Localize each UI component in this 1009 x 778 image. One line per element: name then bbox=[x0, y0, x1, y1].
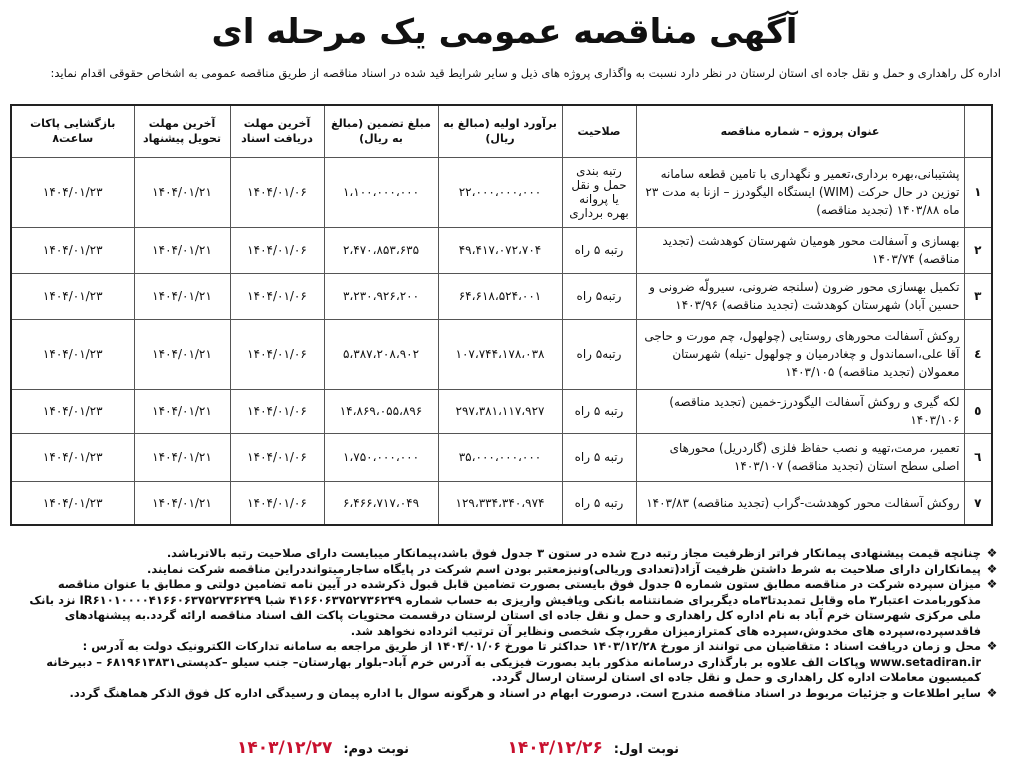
table-row bbox=[11, 481, 992, 525]
opening-date: ۱۴۰۴/۰۱/۲۳ bbox=[11, 433, 134, 481]
table-row bbox=[11, 319, 992, 389]
qualification: رتبه ۵ راه bbox=[562, 389, 636, 433]
guarantee-amount: ۱۴،۸۶۹،۰۵۵،۸۹۶ bbox=[324, 389, 438, 433]
qualification: رتبه۵ راه bbox=[562, 273, 636, 319]
estimate-amount: ۶۴،۶۱۸،۵۲۴،۰۰۱ bbox=[438, 273, 562, 319]
note-item bbox=[14, 562, 999, 578]
deadline-submit: ۱۴۰۴/۰۱/۲۱ bbox=[134, 157, 230, 227]
publication-turns bbox=[0, 738, 1009, 764]
estimate-amount: ۱۲۹،۳۳۴،۳۴۰،۹۷۴ bbox=[438, 481, 562, 525]
project-title: پشتیبانی،بهره برداری،تعمیر و نگهداری با تامین قطعه سامانه توزین در حال حرکت (WIM) ایستگاه الیگودرز – ازنا به مدت ۲۳ ماه ۱۴۰۳/۸۸ (تجدید مناقصه) bbox=[636, 157, 964, 227]
guarantee-amount: ۱،۷۵۰،۰۰۰،۰۰۰ bbox=[324, 433, 438, 481]
header-deadline-docs: آخرین مهلت دریافت اسناد bbox=[230, 105, 324, 157]
row-number: ٤ bbox=[964, 319, 992, 389]
deadline-submit: ۱۴۰۴/۰۱/۲۱ bbox=[134, 481, 230, 525]
notes-list bbox=[14, 546, 999, 701]
guarantee-amount: ۵،۳۸۷،۲۰۸،۹۰۲ bbox=[324, 319, 438, 389]
deadline-docs: ۱۴۰۴/۰۱/۰۶ bbox=[230, 481, 324, 525]
row-number: ٣ bbox=[964, 273, 992, 319]
table-row bbox=[11, 389, 992, 433]
diamond-bullet-icon: ❖ bbox=[986, 561, 998, 576]
intro-text: اداره کل راهداری و حمل و نقل جاده ای استان لرستان در نظر دارد نسبت به واگذاری پروژه های ذیل و سایر شرایط قید شده در اسناد مناقصه از طریق مناقصه عمومی به اشخاص حقوقی اقدام نماید: bbox=[50, 66, 1001, 80]
row-number: ١ bbox=[964, 157, 992, 227]
table-row bbox=[11, 157, 992, 227]
project-title: روکش آسفالت محورهای روستایی (چولهول، چم مورت و حاجی آقا علی،اسماندول و چغادرمیان و چولهول -نیله) شهرستان معمولان (تجدید مناقصه) ۱۴۰۳/۱۰۵ bbox=[636, 319, 964, 389]
qualification: رتبه ۵ راه bbox=[562, 227, 636, 273]
row-number: ٧ bbox=[964, 481, 992, 525]
header-project: عنوان پروژه – شماره مناقصه bbox=[636, 105, 964, 157]
second-turn-date: ۱۴۰۳/۱۲/۲۷ bbox=[237, 738, 333, 758]
row-number: ٥ bbox=[964, 389, 992, 433]
deadline-submit: ۱۴۰۴/۰۱/۲۱ bbox=[134, 433, 230, 481]
note-item bbox=[14, 577, 999, 639]
tender-table bbox=[10, 104, 993, 526]
note-text: سایر اطلاعات و جزئیات مربوط در اسناد مناقصه مندرج است. درصورت ابهام در اسناد و هرگونه سوال با اداره پیمان و رسیدگی اداره کل فوق الذکر هماهنگ گردد. bbox=[69, 685, 981, 700]
header-opening: بازگشایی پاکات ساعت۸ bbox=[11, 105, 134, 157]
first-turn bbox=[507, 738, 679, 758]
opening-date: ۱۴۰۴/۰۱/۲۳ bbox=[11, 273, 134, 319]
header-qualification: صلاحیت bbox=[562, 105, 636, 157]
header-guarantee: مبلغ تضمین (مبالغ به ریال) bbox=[324, 105, 438, 157]
qualification: رتبه بندی حمل و نقل یا پروانه بهره برداری bbox=[562, 157, 636, 227]
row-number: ٦ bbox=[964, 433, 992, 481]
deadline-docs: ۱۴۰۴/۰۱/۰۶ bbox=[230, 389, 324, 433]
first-turn-date: ۱۴۰۳/۱۲/۲۶ bbox=[507, 738, 603, 758]
estimate-amount: ۴۹،۴۱۷،۰۷۲،۷۰۴ bbox=[438, 227, 562, 273]
header-row-number bbox=[964, 105, 992, 157]
estimate-amount: ۲۹۷،۳۸۱،۱۱۷،۹۲۷ bbox=[438, 389, 562, 433]
project-title: تعمیر، مرمت،تهیه و نصب حفاظ فلزی (گاردریل) محورهای اصلی سطح استان (تجدید مناقصه) ۱۴۰۳/۱۰۷ bbox=[636, 433, 964, 481]
deadline-submit: ۱۴۰۴/۰۱/۲۱ bbox=[134, 389, 230, 433]
diamond-bullet-icon: ❖ bbox=[986, 546, 998, 560]
project-title: بهسازی و آسفالت محور هومیان شهرستان کوهدشت (تجدید مناقصه) ۱۴۰۳/۷۴ bbox=[636, 227, 964, 273]
deadline-docs: ۱۴۰۴/۰۱/۰۶ bbox=[230, 227, 324, 273]
project-title: روکش آسفالت محور کوهدشت-گراب (تجدید مناقصه) ۱۴۰۳/۸۳ bbox=[636, 481, 964, 525]
estimate-amount: ۲۲،۰۰۰،۰۰۰،۰۰۰ bbox=[438, 157, 562, 227]
deadline-docs: ۱۴۰۴/۰۱/۰۶ bbox=[230, 433, 324, 481]
note-item bbox=[14, 686, 999, 702]
second-turn-label: نوبت دوم: bbox=[343, 742, 409, 757]
table-row bbox=[11, 227, 992, 273]
row-number: ٢ bbox=[964, 227, 992, 273]
estimate-amount: ۱۰۷،۷۴۴،۱۷۸،۰۳۸ bbox=[438, 319, 562, 389]
note-text: چنانچه قیمت پیشنهادی پیمانکار فراتر ازظرفیت مجاز رتبه درج شده در ستون ۳ جدول فوق باشد،پیمانکار میبایست دارای صلاحیت رتبه بالاترباشد. bbox=[166, 546, 981, 560]
header-deadline-submit: آخرین مهلت تحویل پیشنهاد bbox=[134, 105, 230, 157]
project-title: تکمیل بهسازی محور ضرون (سلنجه ضرونی، سیرولّه ضرونی و حسین آباد) شهرستان کوهدشت (تجدید مناقصه) ۱۴۰۳/۹۶ bbox=[636, 273, 964, 319]
table-row bbox=[11, 273, 992, 319]
deadline-docs: ۱۴۰۴/۰۱/۰۶ bbox=[230, 273, 324, 319]
table-row bbox=[11, 433, 992, 481]
opening-date: ۱۴۰۴/۰۱/۲۳ bbox=[11, 481, 134, 525]
guarantee-amount: ۲،۴۷۰،۸۵۳،۶۳۵ bbox=[324, 227, 438, 273]
estimate-amount: ۳۵،۰۰۰،۰۰۰،۰۰۰ bbox=[438, 433, 562, 481]
deadline-submit: ۱۴۰۴/۰۱/۲۱ bbox=[134, 227, 230, 273]
project-title: لکه گیری و روکش آسفالت الیگودرز-خمین (تجدید مناقصه) ۱۴۰۳/۱۰۶ bbox=[636, 389, 964, 433]
deadline-docs: ۱۴۰۴/۰۱/۰۶ bbox=[230, 319, 324, 389]
note-item bbox=[14, 639, 999, 686]
guarantee-amount: ۱،۱۰۰،۰۰۰،۰۰۰ bbox=[324, 157, 438, 227]
second-turn bbox=[237, 738, 409, 758]
note-item bbox=[14, 546, 999, 562]
header-estimate: برآورد اولیه (مبالغ به ریال) bbox=[438, 105, 562, 157]
guarantee-amount: ۳،۲۳۰،۹۲۶،۲۰۰ bbox=[324, 273, 438, 319]
note-text: محل و زمان دریافت اسناد : متقاضیان می توانند از مورخ ۱۴۰۳/۱۲/۲۸ حداکثر تا مورخ ۱۴۰۴/۰۱/۰۶ از طریق مراجعه به سامانه تدارکات الکترونیک دولت به آدرس : www.setadiran.ir وپاکات الف علاوه بر بارگذاری درسامانه مذکور باید بصورت فیزیکی به آدرس خرم آباد–بلوار بهارستان– جنب سیلو –کدپستی۶۸۱۹۶۱۳۸۳۱ – دبیرخانه کمیسیون معاملات اداره کل راهداری و حمل و نقل جاده ای استان لرستان ارسال گردد. bbox=[46, 639, 981, 684]
qualification: رتبه۵ راه bbox=[562, 319, 636, 389]
note-text: پیمانکاران دارای صلاحیت به شرط داشتن ظرفیت آزاد(تعدادی وریالی)ونیزمعتبر بودن اسم شرکت در پایگاه ساجارمیتوانددراین مناقصه شرکت نمایند. bbox=[147, 561, 981, 576]
qualification: رتبه ۵ راه bbox=[562, 481, 636, 525]
deadline-docs: ۱۴۰۴/۰۱/۰۶ bbox=[230, 157, 324, 227]
opening-date: ۱۴۰۴/۰۱/۲۳ bbox=[11, 389, 134, 433]
diamond-bullet-icon: ❖ bbox=[986, 639, 998, 653]
guarantee-amount: ۶،۴۶۶،۷۱۷،۰۴۹ bbox=[324, 481, 438, 525]
note-text: میزان سپرده شرکت در مناقصه مطابق ستون شماره ۵ جدول فوق بایستی بصورت تضامین قابل قبول ذکرشده در آیین نامه تضامین دولتی و مطابق با عنوان مناقصه مذکوربامدت اعتبار۳ ماه وقابل تمدیدتا۳ماه دیگربرای ضمانتنامه بانکی ویافیش واریزی به حساب شماره ۴۱۶۶۰۶۳۷۵۲۷۳۶۲۴۹ شبا IR۶۱۰۱۰۰۰۰۴۱۶۶۰۶۳۷۵۲۷۳۶۲۴۹ نزد بانک ملی مرکزی شهرستان خرم آباد به نام اداره کل راهداری و حمل و نقل جاده ای استان لرستان درقسمت محتویات پاکت الف اسناد مناقصه ارائه گردد.به پیشنهادهای فاقدسپرده،سپرده های مخدوش،سپرده های کمترازمیزان مقرر،چک شخصی ونظایر آن ترتیب اثرداده نخواهد شد. bbox=[29, 577, 981, 638]
table-header-row bbox=[11, 105, 992, 157]
deadline-submit: ۱۴۰۴/۰۱/۲۱ bbox=[134, 273, 230, 319]
opening-date: ۱۴۰۴/۰۱/۲۳ bbox=[11, 227, 134, 273]
opening-date: ۱۴۰۴/۰۱/۲۳ bbox=[11, 157, 134, 227]
opening-date: ۱۴۰۴/۰۱/۲۳ bbox=[11, 319, 134, 389]
qualification: رتبه ۵ راه bbox=[562, 433, 636, 481]
diamond-bullet-icon: ❖ bbox=[986, 577, 998, 591]
deadline-submit: ۱۴۰۴/۰۱/۲۱ bbox=[134, 319, 230, 389]
page-title: آگهی مناقصه عمومی یک مرحله ای bbox=[211, 12, 798, 52]
diamond-bullet-icon: ❖ bbox=[986, 685, 998, 700]
first-turn-label: نوبت اول: bbox=[613, 742, 679, 757]
